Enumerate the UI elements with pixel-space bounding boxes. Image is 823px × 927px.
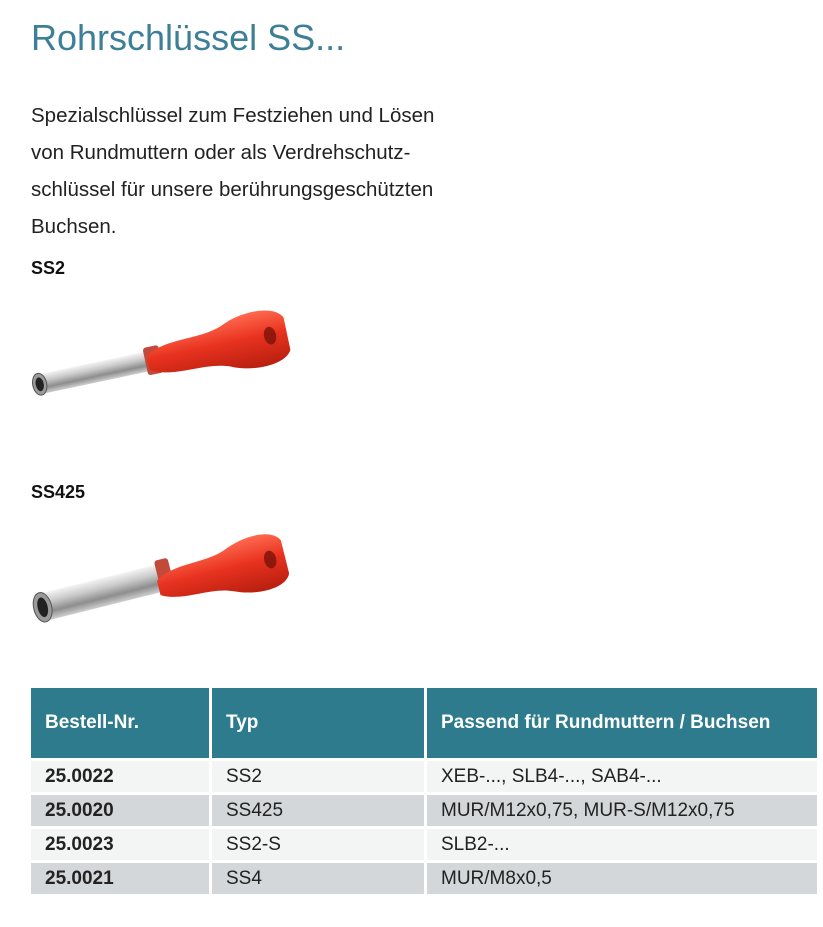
tube-wrench-ss2-image [26, 285, 296, 415]
description-line: Spezialschlüssel zum Festziehen und Lösen [31, 104, 435, 127]
description-line: schlüssel für unsere berührungsgeschützten [31, 178, 434, 201]
product-label-ss2: SS2 [31, 258, 66, 278]
table-row [31, 761, 817, 792]
table-row [31, 863, 817, 894]
page-title: Rohrschlüssel SS... [31, 17, 346, 58]
order-number-cell: 25.0020 [31, 795, 209, 826]
product-description [31, 97, 481, 245]
table-row [31, 795, 817, 826]
tube-wrench-ss425-image [28, 508, 296, 638]
column-header-type: Typ [212, 688, 424, 758]
order-number-cell: 25.0022 [31, 761, 209, 792]
fits-cell: MUR/M8x0,5 [427, 863, 817, 894]
type-cell: SS4 [212, 863, 424, 894]
type-cell: SS2-S [212, 829, 424, 860]
column-header-order-number: Bestell-Nr. [31, 688, 209, 758]
fits-cell: SLB2-... [427, 829, 817, 860]
fits-cell: XEB-..., SLB4-..., SAB4-... [427, 761, 817, 792]
table-header-row [31, 688, 817, 758]
column-header-compatible: Passend für Rundmuttern / Buchsen [427, 688, 817, 758]
type-cell: SS2 [212, 761, 424, 792]
table-row [31, 829, 817, 860]
fits-cell: MUR/M12x0,75, MUR-S/M12x0,75 [427, 795, 817, 826]
product-label-ss425: SS425 [31, 482, 86, 502]
description-line: von Rundmuttern oder als Verdrehschutz- [31, 141, 411, 164]
type-cell: SS425 [212, 795, 424, 826]
description-line: Buchsen. [31, 215, 117, 238]
order-table [28, 685, 820, 897]
order-number-cell: 25.0023 [31, 829, 209, 860]
order-number-cell: 25.0021 [31, 863, 209, 894]
